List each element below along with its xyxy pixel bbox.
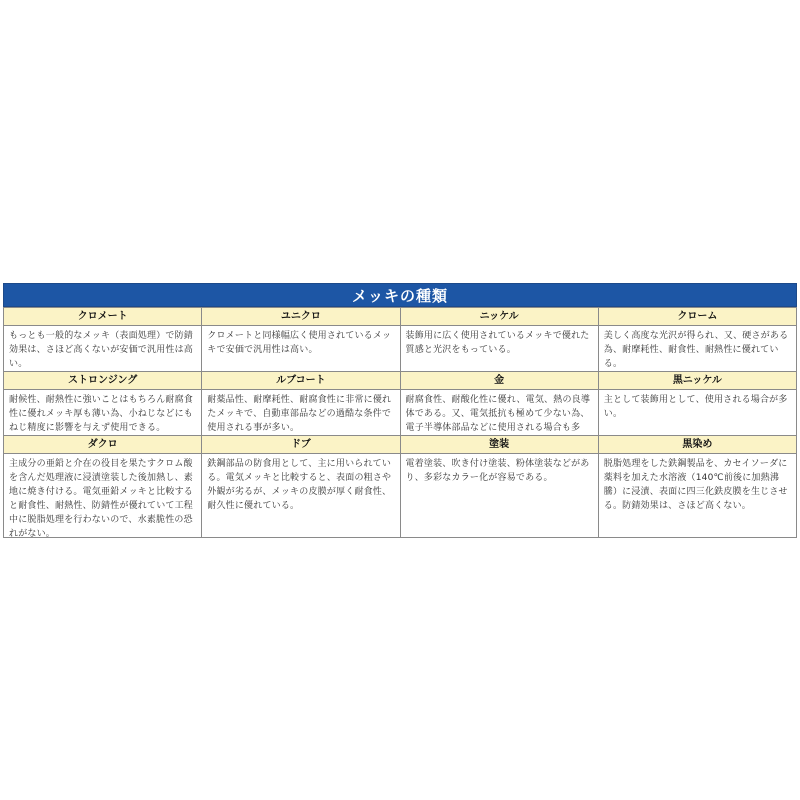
header-cell: 金	[401, 372, 599, 390]
table-title: メッキの種類	[3, 283, 797, 307]
description-cell: 主として装飾用として、使用される場合が多い。	[599, 390, 797, 436]
header-cell: ユニクロ	[202, 308, 400, 326]
description-cell: 装飾用に広く使用されているメッキで優れた質感と光沢をもっている。	[401, 326, 599, 372]
plating-grid	[3, 307, 797, 538]
header-cell: 黒染め	[599, 436, 797, 454]
header-cell: ダクロ	[4, 436, 202, 454]
description-cell: 脱脂処理をした鉄鋼製品を、カセイソーダに薬料を加えた水溶液（140℃前後に加熱沸騰）に浸漬、表面に四三化鉄皮膜を生じさせる。防錆効果は、さほど高くない。	[599, 454, 797, 538]
header-cell: クロメート	[4, 308, 202, 326]
header-cell: 塗装	[401, 436, 599, 454]
header-cell: ルブコート	[202, 372, 400, 390]
header-cell: ドブ	[202, 436, 400, 454]
plating-types-table	[3, 283, 797, 538]
description-cell: 耐候性、耐熱性に強いことはもちろん耐腐食性に優れメッキ厚も薄い為、小ねじなどにもねじ精度に影響を与えず使用できる。	[4, 390, 202, 436]
description-cell: 主成分の亜鉛と介在の役目を果たすクロム酸を含んだ処理液に浸漬塗装した後加熱し、素地に焼き付ける。電気亜鉛メッキと比較すると耐食性、耐熱性、防錆性が優れていて工程中に脱脂処理を行わないので、水素脆性の恐れがない。	[4, 454, 202, 538]
header-cell: 黒ニッケル	[599, 372, 797, 390]
header-cell: ストロンジング	[4, 372, 202, 390]
description-cell: 鉄鋼部品の防食用として、主に用いられている。電気メッキと比較すると、表面の粗さや外観が劣るが、メッキの皮膜が厚く耐食性、耐久性に優れている。	[202, 454, 400, 538]
description-cell: 耐腐食性、耐酸化性に優れ、電気、熱の良導体である。又、電気抵抗も極めて少ない為、電子半導体部品などに使用される場合も多	[401, 390, 599, 436]
description-cell: もっとも一般的なメッキ（表面処理）で防錆効果は、さほど高くないが安価で汎用性は高い。	[4, 326, 202, 372]
header-cell: ニッケル	[401, 308, 599, 326]
description-cell: 耐薬品性、耐摩耗性、耐腐食性に非常に優れたメッキで、自動車部品などの過酷な条件で使用される事が多い。	[202, 390, 400, 436]
description-cell: クロメートと同様幅広く使用されているメッキで安価で汎用性は高い。	[202, 326, 400, 372]
description-cell: 電着塗装、吹き付け塗装、粉体塗装などがあり、多彩なカラー化が容易である。	[401, 454, 599, 538]
header-cell: クローム	[599, 308, 797, 326]
description-cell: 美しく高度な光沢が得られ、又、硬さがある為、耐摩耗性、耐食性、耐熱性に優れている。	[599, 326, 797, 372]
